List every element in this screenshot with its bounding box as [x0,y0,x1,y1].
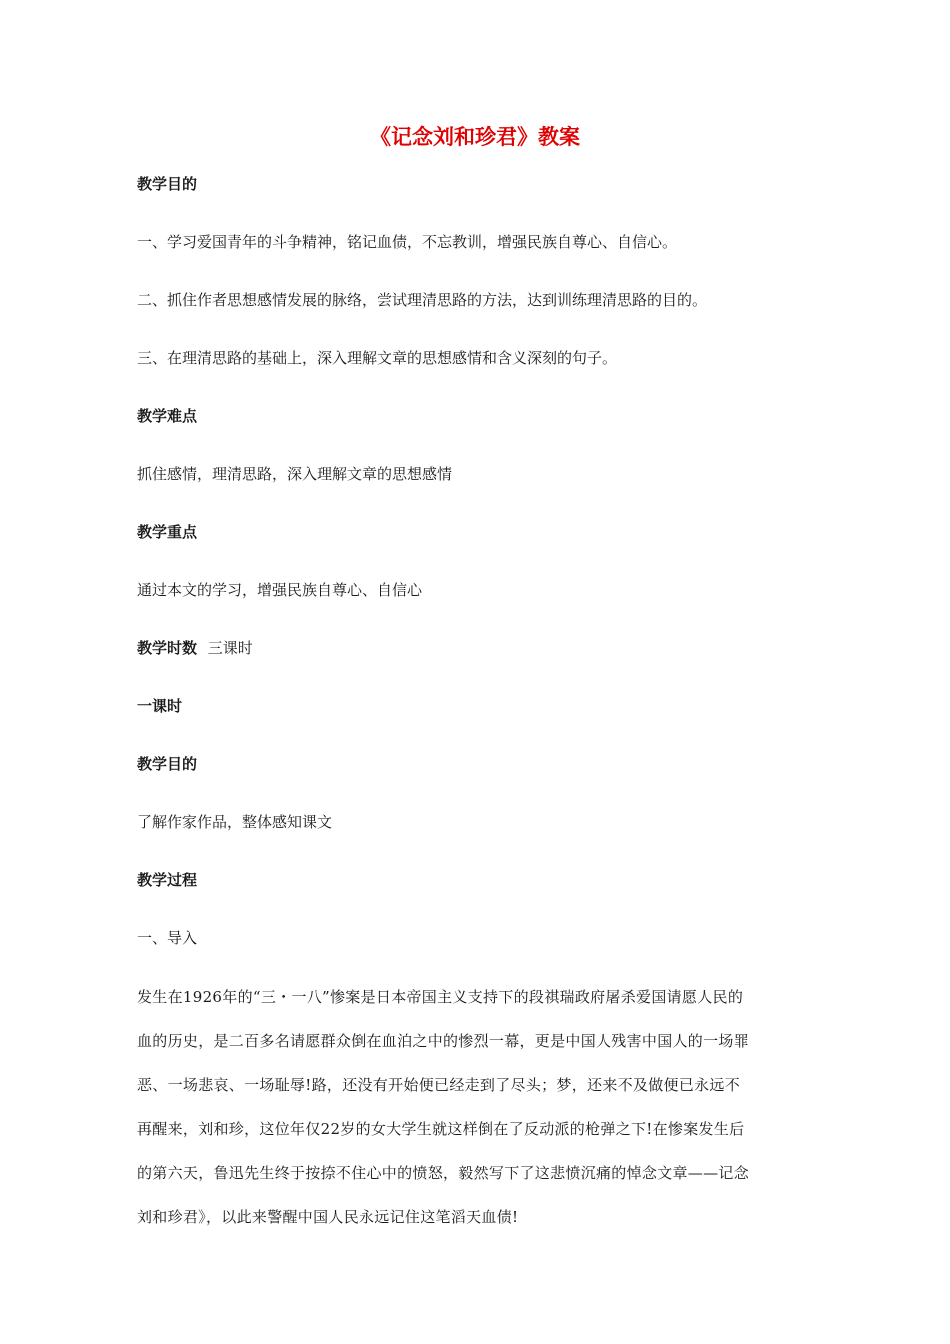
difficulty-text: 抓住感情，理清思路，深入理解文章的思想感情 [137,465,453,483]
hours-row [137,637,817,659]
objective-item-1: 一、学习爱国青年的斗争精神，铭记血债，不忘教训，增强民族自尊心、自信心。 [137,233,678,251]
intro-line: 的第六天，鲁迅先生终于按捺不住心中的愤怒，毅然写下了这悲愤沉痛的悼念文章——记念 [137,1164,750,1182]
intro-line: 恶、一场悲哀、一场耻辱!路，还没有开始便已经走到了尽头；梦，还来不及做便已永远不 [137,1076,741,1094]
hours-value: 三课时 [207,639,253,657]
intro-line: 刘和珍君》，以此来警醒中国人民永远记住这笔滔天血债! [137,1208,519,1226]
intro-line: 再醒来，刘和珍，这位年仅22岁的女大学生就这样倒在了反动派的枪弹之下!在惨案发生后 [137,1120,745,1138]
intro-line: 血的历史，是二百多名请愿群众倒在血泊之中的惨烈一幕，更是中国人残害中国人的一场罪 [137,1032,750,1050]
heading-focus: 教学重点 [137,523,198,541]
lesson-one-heading: 一课时 [137,697,183,715]
objective-item-3: 三、在理清思路的基础上，深入理解文章的思想感情和含义深刻的句子。 [137,349,618,367]
step-intro: 一、导入 [137,929,198,947]
intro-paragraph [137,986,817,1250]
focus-text: 通过本文的学习，增强民族自尊心、自信心 [137,581,423,599]
objective-lesson-text: 了解作家作品，整体感知课文 [137,813,333,831]
heading-objectives: 教学目的 [137,175,198,193]
heading-process: 教学过程 [137,871,198,889]
heading-difficulty: 教学难点 [137,407,198,425]
heading-objective-lesson: 教学目的 [137,755,198,773]
document-title: 《记念刘和珍君》教案 [370,125,580,149]
objective-item-2: 二、抓住作者思想感情发展的脉络，尝试理清思路的方法，达到训练理清思路的目的。 [137,291,708,309]
heading-hours: 教学时数 [137,639,198,657]
intro-line: 发生在1926年的“三・一八”惨案是日本帝国主义支持下的段祺瑞政府屠杀爱国请愿人民的 [137,988,744,1006]
